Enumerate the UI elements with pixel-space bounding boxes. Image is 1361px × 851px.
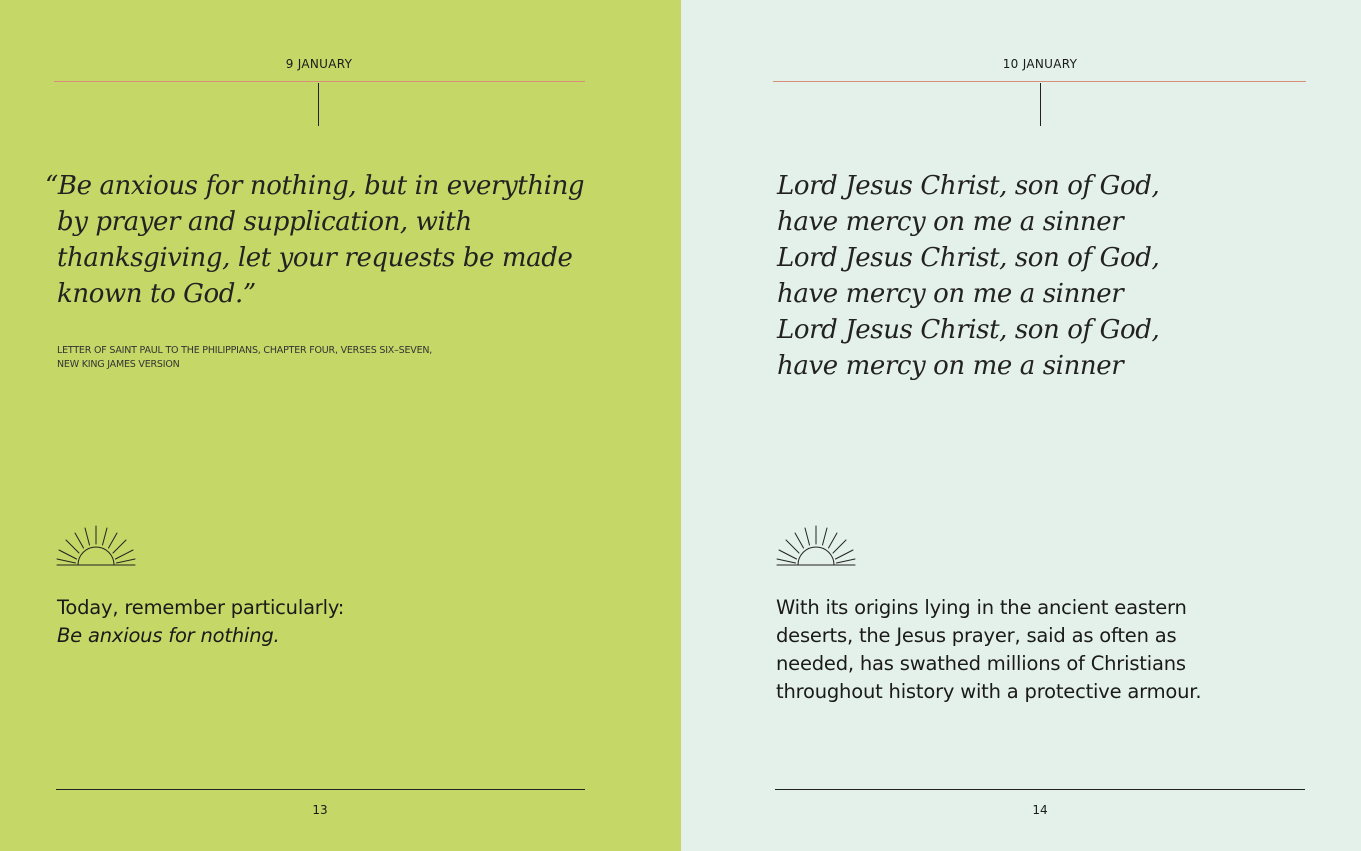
- jesus-prayer: [777, 168, 1159, 384]
- quote-line: thanksgiving, let your requests be made: [57, 243, 573, 273]
- header-rule: [54, 81, 585, 82]
- quote-line: “Be anxious for nothing, but in everything: [45, 171, 585, 201]
- quote-line: by prayer and supplication, with: [57, 207, 472, 237]
- right-page: [681, 0, 1361, 851]
- source-line: LETTER OF SAINT PAUL TO THE PHILIPPIANS, CHAPTER FOUR, VERSES SIX–SEVEN,: [57, 345, 433, 356]
- prayer-line: Lord Jesus Christ, son of God,: [777, 171, 1160, 201]
- page-number: 13: [312, 803, 328, 817]
- source-line: NEW KING JAMES VERSION: [57, 359, 180, 370]
- quote-source: [57, 344, 432, 372]
- reflection-line: Be anxious for nothing.: [57, 624, 280, 647]
- page-date: 10 JANUARY: [1002, 57, 1078, 71]
- reflection-line: needed, has swathed millions of Christians: [776, 652, 1186, 675]
- header-stem-rule: [318, 83, 319, 126]
- daily-reflection: [57, 594, 344, 650]
- prayer-line: have mercy on me a sinner: [777, 279, 1124, 309]
- page-date: 9 JANUARY: [285, 57, 353, 71]
- sunrise-icon: [776, 522, 856, 570]
- reflection-line: deserts, the Jesus prayer, said as often as: [776, 624, 1177, 647]
- prayer-line: Lord Jesus Christ, son of God,: [777, 315, 1160, 345]
- sunrise-icon: [56, 522, 136, 570]
- scripture-quote: [45, 168, 584, 312]
- reflection-line: throughout history with a protective armour.: [776, 680, 1202, 703]
- reflection-line: Today, remember particularly:: [57, 596, 345, 619]
- quote-line: known to God.”: [57, 279, 256, 309]
- prayer-line: have mercy on me a sinner: [777, 351, 1124, 381]
- daily-reflection: [776, 594, 1201, 706]
- header-rule: [773, 81, 1306, 82]
- prayer-line: have mercy on me a sinner: [777, 207, 1124, 237]
- footer-rule: [775, 789, 1305, 790]
- footer-rule: [56, 789, 585, 790]
- header-stem-rule: [1040, 83, 1041, 126]
- page-number: 14: [1032, 803, 1048, 817]
- reflection-line: With its origins lying in the ancient eastern: [776, 596, 1187, 619]
- prayer-line: Lord Jesus Christ, son of God,: [777, 243, 1160, 273]
